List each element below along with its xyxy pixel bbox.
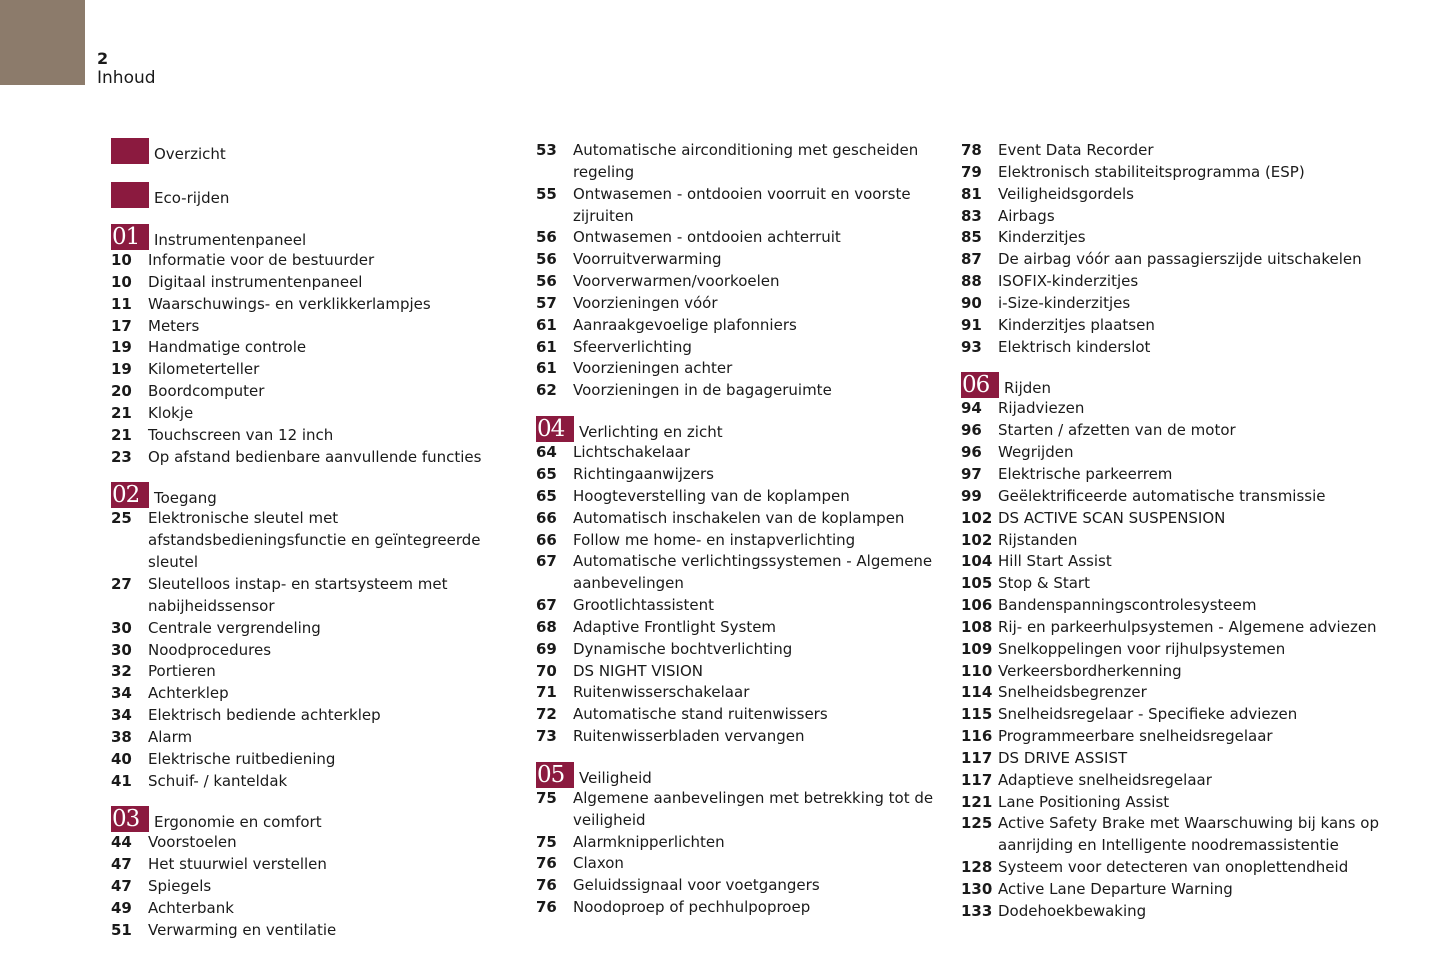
toc-entry[interactable] [961, 901, 1381, 923]
section-heading[interactable] [536, 758, 956, 788]
chapter-badge: 02 [111, 482, 149, 508]
toc-entry[interactable] [536, 788, 956, 832]
entry-title: Programmeerbare snelheidsregelaar [998, 727, 1273, 746]
entry-title: Stop & Start [998, 574, 1090, 593]
entry-page-number: 104 [961, 552, 993, 571]
entry-title: Het stuurwiel verstellen [148, 855, 327, 874]
entry-page-number: 106 [961, 596, 993, 615]
entry-title: Waarschuwings- en verklikkerlampjes [148, 294, 431, 313]
toc-entry[interactable] [111, 425, 531, 447]
toc-entry[interactable] [961, 617, 1381, 639]
entry-page-number: 10 [111, 251, 132, 269]
entry-title: Richtingaanwijzers [573, 464, 714, 483]
entry-title: Starten / afzetten van de motor [998, 421, 1236, 440]
toc-entry[interactable] [111, 574, 531, 618]
entry-title: Rijadviezen [998, 399, 1085, 418]
section-heading[interactable] [111, 802, 531, 832]
toc-entry[interactable] [111, 294, 531, 316]
entry-page-number: 40 [111, 749, 132, 768]
entry-title: Automatische verlichtingssystemen - Algemene aanbevelingen [573, 552, 933, 593]
toc-entry[interactable] [111, 749, 531, 771]
toc-entry[interactable] [111, 661, 531, 683]
entry-page-number: 109 [961, 639, 993, 658]
entry-title: Snelheidsbegrenzer [998, 683, 1147, 702]
entry-page-number: 102 [961, 508, 993, 527]
entry-page-number: 70 [536, 661, 557, 680]
entry-page-number: 25 [111, 509, 132, 528]
entry-page-number: 21 [111, 403, 132, 422]
entry-title: Automatisch inschakelen van de koplampen [573, 508, 905, 527]
section-heading[interactable] [536, 412, 956, 442]
corner-color-block [0, 0, 85, 85]
entry-page-number: 78 [961, 141, 982, 159]
entry-title: DS NIGHT VISION [573, 661, 703, 680]
entry-page-number: 69 [536, 639, 557, 658]
toc-entry[interactable] [111, 381, 531, 403]
entry-title: Automatische airconditioning met gescheiden regeling [573, 141, 919, 181]
entry-page-number: 61 [536, 359, 557, 378]
toc-entry[interactable] [536, 140, 956, 184]
toc-entry[interactable] [961, 337, 1381, 359]
toc-entry[interactable] [961, 551, 1381, 573]
entry-title: Voorzieningen vóór [573, 293, 718, 312]
section-heading[interactable] [961, 368, 1381, 398]
toc-entry[interactable] [536, 682, 956, 704]
toc-entry[interactable] [536, 530, 956, 552]
toc-entry[interactable] [961, 508, 1381, 530]
entry-page-number: 108 [961, 617, 993, 636]
entry-page-number: 76 [536, 876, 557, 895]
entry-title: Centrale vergrendeling [148, 618, 321, 637]
entry-title: Elektrische ruitbediening [148, 749, 336, 768]
chapter-badge: 06 [961, 372, 999, 398]
section-heading[interactable] [111, 134, 531, 164]
toc-section [536, 758, 956, 919]
entry-page-number: 79 [961, 162, 982, 181]
entry-page-number: 41 [111, 771, 132, 790]
entry-title: Rijstanden [998, 530, 1078, 549]
entry-title: Bandenspanningscontrolesysteem [998, 596, 1257, 615]
toc-entry[interactable] [536, 442, 956, 464]
entry-page-number: 32 [111, 662, 132, 681]
entry-page-number: 65 [536, 464, 557, 483]
entry-title: Alarm [148, 727, 193, 746]
entry-page-number: 97 [961, 464, 982, 483]
entry-page-number: 11 [111, 294, 132, 313]
chapter-title: Veiligheid [579, 768, 652, 787]
entry-title: Grootlichtassistent [573, 596, 714, 615]
toc-column-3 [961, 140, 1381, 923]
entry-title: Voorstoelen [148, 833, 237, 852]
entry-page-number: 23 [111, 447, 132, 466]
toc-entry[interactable] [111, 705, 531, 727]
entry-title: Veiligheidsgordels [998, 184, 1134, 203]
entry-title: Claxon [573, 854, 624, 873]
section-heading[interactable] [111, 478, 531, 508]
toc-entry[interactable] [536, 184, 956, 228]
toc-entry[interactable] [111, 832, 531, 854]
entry-title: Voorverwarmen/voorkoelen [573, 272, 780, 291]
entry-page-number: 81 [961, 184, 982, 203]
toc-entry[interactable] [961, 595, 1381, 617]
entry-title: Informatie voor de bestuurder [148, 251, 375, 269]
entry-page-number: 96 [961, 443, 982, 462]
entry-title: Sfeerverlichting [573, 337, 692, 356]
toc-entry[interactable] [961, 293, 1381, 315]
entry-title: Kilometerteller [148, 360, 260, 379]
entry-page-number: 56 [536, 250, 557, 269]
entry-page-number: 57 [536, 293, 557, 312]
toc-entry[interactable] [961, 398, 1381, 420]
toc-section [111, 478, 531, 792]
entry-title: Snelheidsregelaar - Specifieke adviezen [998, 705, 1298, 724]
toc-entry[interactable] [961, 792, 1381, 814]
entry-page-number: 20 [111, 382, 132, 401]
entry-title: i-Size-kinderzitjes [998, 293, 1131, 312]
entry-page-number: 53 [536, 141, 557, 159]
toc-entry[interactable] [536, 897, 956, 919]
toc-entry[interactable] [111, 683, 531, 705]
entry-title: Hill Start Assist [998, 552, 1112, 571]
chapter-title: Toegang [154, 489, 217, 508]
chapter-title: Eco-rijden [154, 189, 230, 207]
entry-page-number: 90 [961, 293, 982, 312]
toc-entry[interactable] [111, 618, 531, 640]
toc-entry[interactable] [111, 316, 531, 338]
entry-page-number: 116 [961, 727, 993, 746]
section-heading[interactable] [111, 220, 531, 250]
entry-title: DS DRIVE ASSIST [998, 748, 1128, 767]
entry-page-number: 99 [961, 486, 982, 505]
entry-title: Geluidssignaal voor voetgangers [573, 876, 820, 895]
entry-title: Klokje [148, 403, 194, 422]
toc-entry[interactable] [536, 875, 956, 897]
entry-page-number: 75 [536, 832, 557, 851]
toc-entry[interactable] [536, 726, 956, 748]
toc-entry[interactable] [961, 770, 1381, 792]
toc-entry[interactable] [961, 162, 1381, 184]
toc-entry[interactable] [111, 447, 531, 469]
entry-page-number: 128 [961, 858, 993, 877]
entry-page-number: 56 [536, 272, 557, 291]
entry-title: Elektrisch kinderslot [998, 337, 1151, 356]
entry-page-number: 30 [111, 618, 132, 637]
toc-entry[interactable] [536, 595, 956, 617]
entry-page-number: 117 [961, 770, 993, 789]
toc-entry[interactable] [536, 508, 956, 530]
entry-title: Portieren [148, 662, 216, 681]
entry-title: ISOFIX-kinderzitjes [998, 272, 1139, 291]
toc-section [961, 368, 1381, 922]
toc-section [536, 140, 956, 402]
entry-page-number: 55 [536, 184, 557, 203]
entry-page-number: 17 [111, 316, 132, 335]
entry-page-number: 34 [111, 706, 132, 725]
toc-entry[interactable] [536, 486, 956, 508]
entry-title: DS ACTIVE SCAN SUSPENSION [998, 508, 1226, 527]
entry-page-number: 88 [961, 272, 982, 291]
toc-section [536, 412, 956, 748]
toc-column-2 [536, 140, 956, 919]
chapter-title: Rijden [1004, 379, 1052, 398]
entry-title: Elektrisch bediende achterklep [148, 706, 381, 725]
entry-page-number: 51 [111, 920, 132, 939]
entry-title: Ontwasemen - ontdooien achterruit [573, 228, 841, 247]
entry-page-number: 71 [536, 683, 557, 702]
entry-title: Airbags [998, 206, 1055, 225]
toc-entry[interactable] [536, 380, 956, 402]
entry-title: Dynamische bochtverlichting [573, 639, 793, 658]
chapter-badge: 01 [111, 224, 149, 250]
entry-title: Voorruitverwarming [573, 250, 722, 269]
entry-title: Ruitenwisserbladen vervangen [573, 727, 805, 746]
entry-title: Op afstand bedienbare aanvullende functies [148, 447, 482, 466]
toc-entry[interactable] [111, 508, 531, 574]
entry-page-number: 66 [536, 508, 557, 527]
entry-page-number: 56 [536, 228, 557, 247]
entry-page-number: 61 [536, 337, 557, 356]
entry-page-number: 19 [111, 338, 132, 357]
toc-entry[interactable] [536, 271, 956, 293]
entry-page-number: 49 [111, 898, 132, 917]
entry-page-number: 47 [111, 855, 132, 874]
chapter-badge: 05 [536, 762, 574, 788]
entry-page-number: 105 [961, 574, 993, 593]
toc-entry[interactable] [536, 249, 956, 271]
entry-page-number: 87 [961, 250, 982, 269]
toc-entry[interactable] [961, 573, 1381, 595]
entry-title: Automatische stand ruitenwissers [573, 705, 828, 724]
toc-section [961, 140, 1381, 358]
toc-entry[interactable] [111, 640, 531, 662]
toc-entry[interactable] [536, 639, 956, 661]
toc-entry[interactable] [536, 551, 956, 595]
entry-page-number: 68 [536, 617, 557, 636]
toc-entry[interactable] [536, 227, 956, 249]
toc-entry[interactable] [536, 293, 956, 315]
entry-title: Hoogteverstelling van de koplampen [573, 486, 850, 505]
entry-title: Noodprocedures [148, 640, 272, 659]
toc-entry[interactable] [961, 140, 1381, 162]
toc-entry[interactable] [111, 727, 531, 749]
entry-title: Active Lane Departure Warning [998, 880, 1233, 898]
toc-entry[interactable] [961, 813, 1381, 857]
toc-entry[interactable] [961, 661, 1381, 683]
entry-title: Wegrijden [998, 443, 1074, 462]
entry-title: Active Safety Brake met Waarschuwing bij kans op aanrijding en Intelligente noodremassistentie [998, 814, 1379, 855]
entry-title: Elektronische sleutel met afstandsbedieningsfunctie en geïntegreerde sleutel [148, 509, 481, 572]
entry-page-number: 125 [961, 814, 993, 833]
entry-title: Event Data Recorder [998, 141, 1154, 159]
entry-page-number: 44 [111, 833, 132, 852]
entry-page-number: 76 [536, 854, 557, 873]
chapter-badge [111, 182, 149, 208]
entry-title: Ontwasemen - ontdooien voorruit en voorste zijruiten [573, 184, 911, 225]
chapter-title: Ergonomie en comfort [154, 813, 322, 832]
entry-page-number: 91 [961, 315, 982, 334]
entry-page-number: 38 [111, 727, 132, 746]
toc-entry[interactable] [961, 639, 1381, 661]
entry-title: Achterklep [148, 684, 229, 703]
entry-title: Geëlektrificeerde automatische transmissie [998, 486, 1326, 505]
toc-entry[interactable] [961, 184, 1381, 206]
chapter-title: Overzicht [154, 145, 226, 163]
toc-entry[interactable] [961, 464, 1381, 486]
entry-page-number: 67 [536, 596, 557, 615]
entry-page-number: 67 [536, 552, 557, 571]
toc-entry[interactable] [961, 271, 1381, 293]
entry-page-number: 21 [111, 425, 132, 444]
toc-entry[interactable] [536, 832, 956, 854]
entry-page-number: 115 [961, 705, 993, 724]
toc-entry[interactable] [961, 420, 1381, 442]
toc-entry[interactable] [961, 315, 1381, 337]
entry-title: Kinderzitjes [998, 228, 1086, 247]
chapter-title: Instrumentenpaneel [154, 231, 307, 249]
toc-entry[interactable] [961, 530, 1381, 552]
toc-entry[interactable] [961, 857, 1381, 879]
toc-entry[interactable] [961, 442, 1381, 464]
toc-entry[interactable] [961, 704, 1381, 726]
chapter-badge: 04 [536, 416, 574, 442]
entry-title: Verwarming en ventilatie [148, 920, 337, 939]
entry-title: Touchscreen van 12 inch [148, 425, 334, 444]
entry-page-number: 96 [961, 421, 982, 440]
entry-page-number: 117 [961, 748, 993, 767]
toc-entry[interactable] [111, 920, 531, 942]
toc-entry[interactable] [961, 879, 1381, 901]
entry-page-number: 130 [961, 880, 993, 898]
entry-title: Voorzieningen in de bagageruimte [573, 381, 832, 400]
chapter-title: Verlichting en zicht [579, 423, 723, 442]
toc-entry[interactable] [111, 272, 531, 294]
toc-entry[interactable] [961, 227, 1381, 249]
entry-page-number: 61 [536, 315, 557, 334]
page-title: Inhoud [97, 68, 156, 88]
entry-page-number: 34 [111, 684, 132, 703]
entry-page-number: 83 [961, 206, 982, 225]
toc-entry[interactable] [111, 403, 531, 425]
toc-section [111, 134, 531, 164]
entry-title: Digitaal instrumentenpaneel [148, 272, 363, 291]
chapter-badge: 03 [111, 806, 149, 832]
toc-entry[interactable] [961, 682, 1381, 704]
toc-entry[interactable] [111, 337, 531, 359]
entry-page-number: 102 [961, 530, 993, 549]
toc-section [111, 220, 531, 468]
entry-title: Snelkoppelingen voor rijhulpsystemen [998, 639, 1286, 658]
toc-column-1 [111, 134, 531, 942]
entry-page-number: 72 [536, 705, 557, 724]
entry-page-number: 85 [961, 228, 982, 247]
toc-entry[interactable] [536, 358, 956, 380]
entry-title: Elektronisch stabiliteitsprogramma (ESP) [998, 162, 1305, 181]
entry-title: Elektrische parkeerrem [998, 464, 1173, 483]
entry-page-number: 27 [111, 574, 132, 593]
entry-title: Sleutelloos instap- en startsysteem met nabijheidssensor [148, 574, 448, 615]
entry-page-number: 114 [961, 683, 993, 702]
entry-title: Algemene aanbevelingen met betrekking tot de veiligheid [573, 788, 934, 829]
toc-entry[interactable] [961, 249, 1381, 271]
entry-page-number: 30 [111, 640, 132, 659]
toc-entry[interactable] [536, 853, 956, 875]
toc-entry[interactable] [536, 315, 956, 337]
toc-entry[interactable] [536, 464, 956, 486]
entry-title: Rij- en parkeerhulpsystemen - Algemene adviezen [998, 617, 1377, 636]
toc-entry[interactable] [111, 771, 531, 793]
entry-title: Schuif- / kanteldak [148, 771, 288, 790]
entry-title: Systeem voor detecteren van onoplettendheid [998, 858, 1349, 877]
entry-title: Handmatige controle [148, 338, 307, 357]
entry-page-number: 66 [536, 530, 557, 549]
entry-title: Spiegels [148, 877, 212, 896]
entry-page-number: 110 [961, 661, 993, 680]
entry-page-number: 121 [961, 792, 993, 811]
entry-title: Voorzieningen achter [573, 359, 733, 378]
entry-title: Ruitenwisserschakelaar [573, 683, 750, 702]
entry-page-number: 75 [536, 788, 557, 807]
entry-page-number: 133 [961, 901, 993, 920]
entry-page-number: 73 [536, 727, 557, 746]
entry-page-number: 94 [961, 399, 982, 418]
toc-entry[interactable] [111, 898, 531, 920]
entry-title: Noodoproep of pechhulpoproep [573, 898, 811, 917]
entry-page-number: 64 [536, 443, 557, 462]
entry-title: Kinderzitjes plaatsen [998, 315, 1155, 334]
entry-page-number: 47 [111, 877, 132, 896]
entry-page-number: 62 [536, 381, 557, 400]
entry-title: Achterbank [148, 898, 234, 917]
toc-entry[interactable] [111, 854, 531, 876]
entry-title: Dodehoekbewaking [998, 901, 1147, 920]
entry-title: Follow me home- en instapverlichting [573, 530, 856, 549]
entry-title: Boordcomputer [148, 382, 265, 401]
toc-entry[interactable] [111, 250, 531, 272]
toc-entry[interactable] [961, 748, 1381, 770]
entry-title: Adaptive Frontlight System [573, 617, 777, 636]
entry-title: Meters [148, 316, 200, 335]
entry-title: Verkeersbordherkenning [998, 661, 1182, 680]
toc-entry[interactable] [111, 359, 531, 381]
entry-page-number: 19 [111, 360, 132, 379]
entry-title: Aanraakgevoelige plafonniers [573, 315, 797, 334]
entry-title: Lichtschakelaar [573, 443, 691, 462]
toc-entry[interactable] [111, 876, 531, 898]
entry-page-number: 93 [961, 337, 982, 356]
entry-page-number: 76 [536, 898, 557, 917]
toc-section [111, 802, 531, 941]
entry-page-number: 10 [111, 272, 132, 291]
toc-entry[interactable] [536, 337, 956, 359]
toc-entry[interactable] [536, 704, 956, 726]
section-heading[interactable] [111, 178, 531, 208]
entry-title: Lane Positioning Assist [998, 792, 1170, 811]
toc-entry[interactable] [961, 726, 1381, 748]
toc-section [111, 178, 531, 208]
toc-entry[interactable] [536, 661, 956, 683]
entry-title: De airbag vóór aan passagierszijde uitschakelen [998, 250, 1362, 269]
entry-title: Adaptieve snelheidsregelaar [998, 770, 1212, 789]
entry-title: Alarmknipperlichten [573, 832, 725, 851]
entry-page-number: 65 [536, 486, 557, 505]
toc-entry[interactable] [961, 206, 1381, 228]
page-number: 2 [97, 49, 109, 68]
toc-entry[interactable] [961, 486, 1381, 508]
toc-entry[interactable] [536, 617, 956, 639]
chapter-badge [111, 138, 149, 164]
